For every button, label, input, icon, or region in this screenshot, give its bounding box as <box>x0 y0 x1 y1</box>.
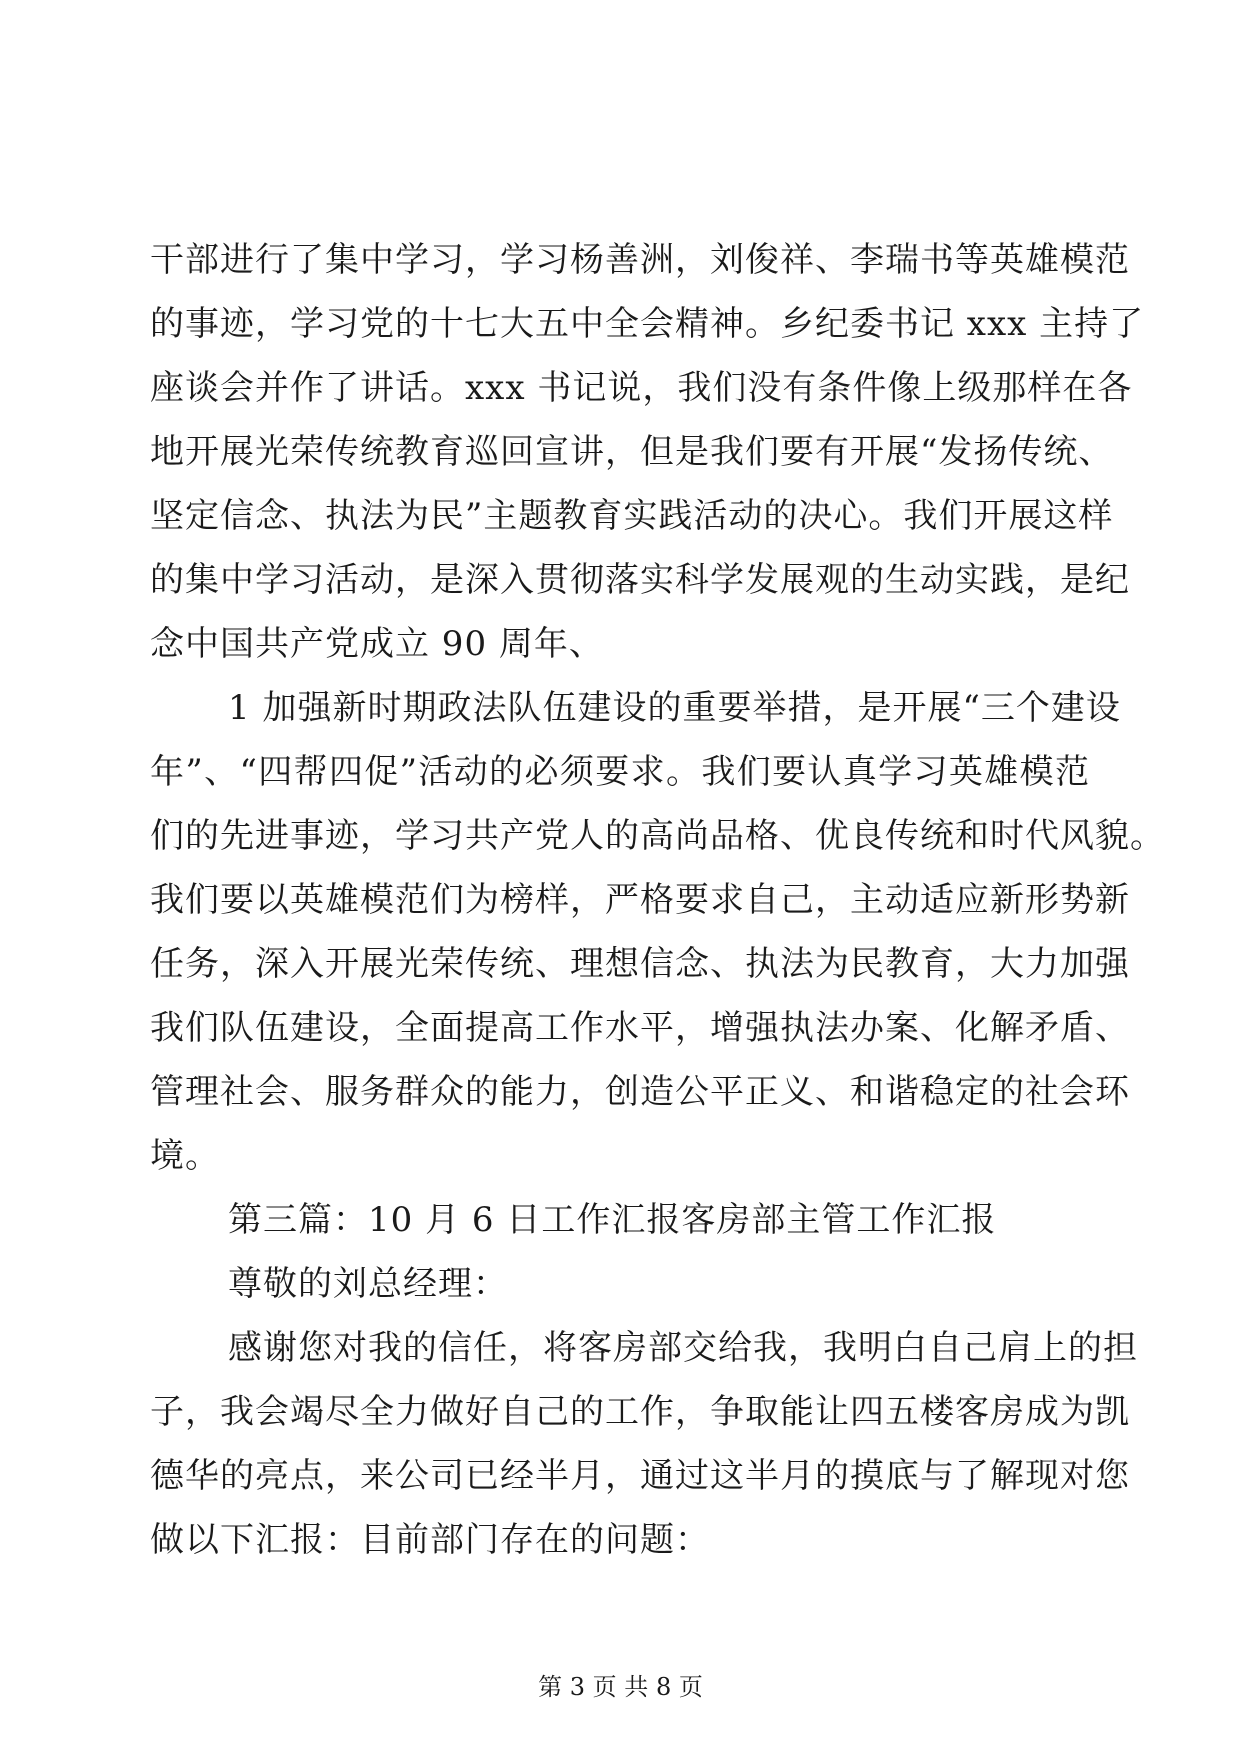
text-line: 念中国共产党成立 90 周年、 <box>150 624 604 664</box>
paragraph-first-line: 感谢您对我的信任，将客房部交给我，我明白自己肩上的担 <box>228 1328 1138 1368</box>
text-line: 境。 <box>150 1136 220 1176</box>
salutation: 尊敬的刘总经理： <box>228 1264 508 1304</box>
text-line: 坚定信念、执法为民”主题教育实践活动的决心。我们开展这样 <box>150 496 1114 536</box>
text-line: 我们队伍建设，全面提高工作水平，增强执法办案、化解矛盾、 <box>150 1008 1130 1048</box>
text-line: 任务，深入开展光荣传统、理想信念、执法为民教育，大力加强 <box>150 944 1130 984</box>
text-line: 我们要以英雄模范们为榜样，严格要求自己，主动适应新形势新 <box>150 880 1130 920</box>
page-number: 第 3 页 共 8 页 <box>538 1673 703 1701</box>
text-line: 们的先进事迹，学习共产党人的高尚品格、优良传统和时代风貌。 <box>150 816 1165 856</box>
text-line: 地开展光荣传统教育巡回宣讲，但是我们要有开展“发扬传统、 <box>150 432 1114 472</box>
text-line: 的集中学习活动，是深入贯彻落实科学发展观的生动实践，是纪 <box>150 560 1130 600</box>
text-line: 的事迹，学习党的十七大五中全会精神。乡纪委书记 xxx 主持了 <box>150 304 1145 344</box>
text-line: 子，我会竭尽全力做好自己的工作，争取能让四五楼客房成为凯 <box>150 1392 1130 1432</box>
text-line: 管理社会、服务群众的能力，创造公平正义、和谐稳定的社会环 <box>150 1072 1130 1112</box>
text-line: 德华的亮点，来公司已经半月，通过这半月的摸底与了解现对您 <box>150 1456 1130 1496</box>
text-line: 座谈会并作了讲话。xxx 书记说，我们没有条件像上级那样在各 <box>150 368 1133 408</box>
document-body <box>150 228 1165 1572</box>
paragraph-first-line: 1 加强新时期政法队伍建设的重要举措，是开展“三个建设 <box>228 688 1121 728</box>
text-line: 干部进行了集中学习，学习杨善洲，刘俊祥、李瑞书等英雄模范 <box>150 240 1130 280</box>
text-line: 年”、“四帮四促”活动的必须要求。我们要认真学习英雄模范 <box>150 752 1090 792</box>
section-heading: 第三篇：10 月 6 日工作汇报客房部主管工作汇报 <box>228 1200 997 1240</box>
page-footer <box>0 1672 1241 1702</box>
text-line: 做以下汇报：目前部门存在的问题： <box>150 1520 710 1560</box>
